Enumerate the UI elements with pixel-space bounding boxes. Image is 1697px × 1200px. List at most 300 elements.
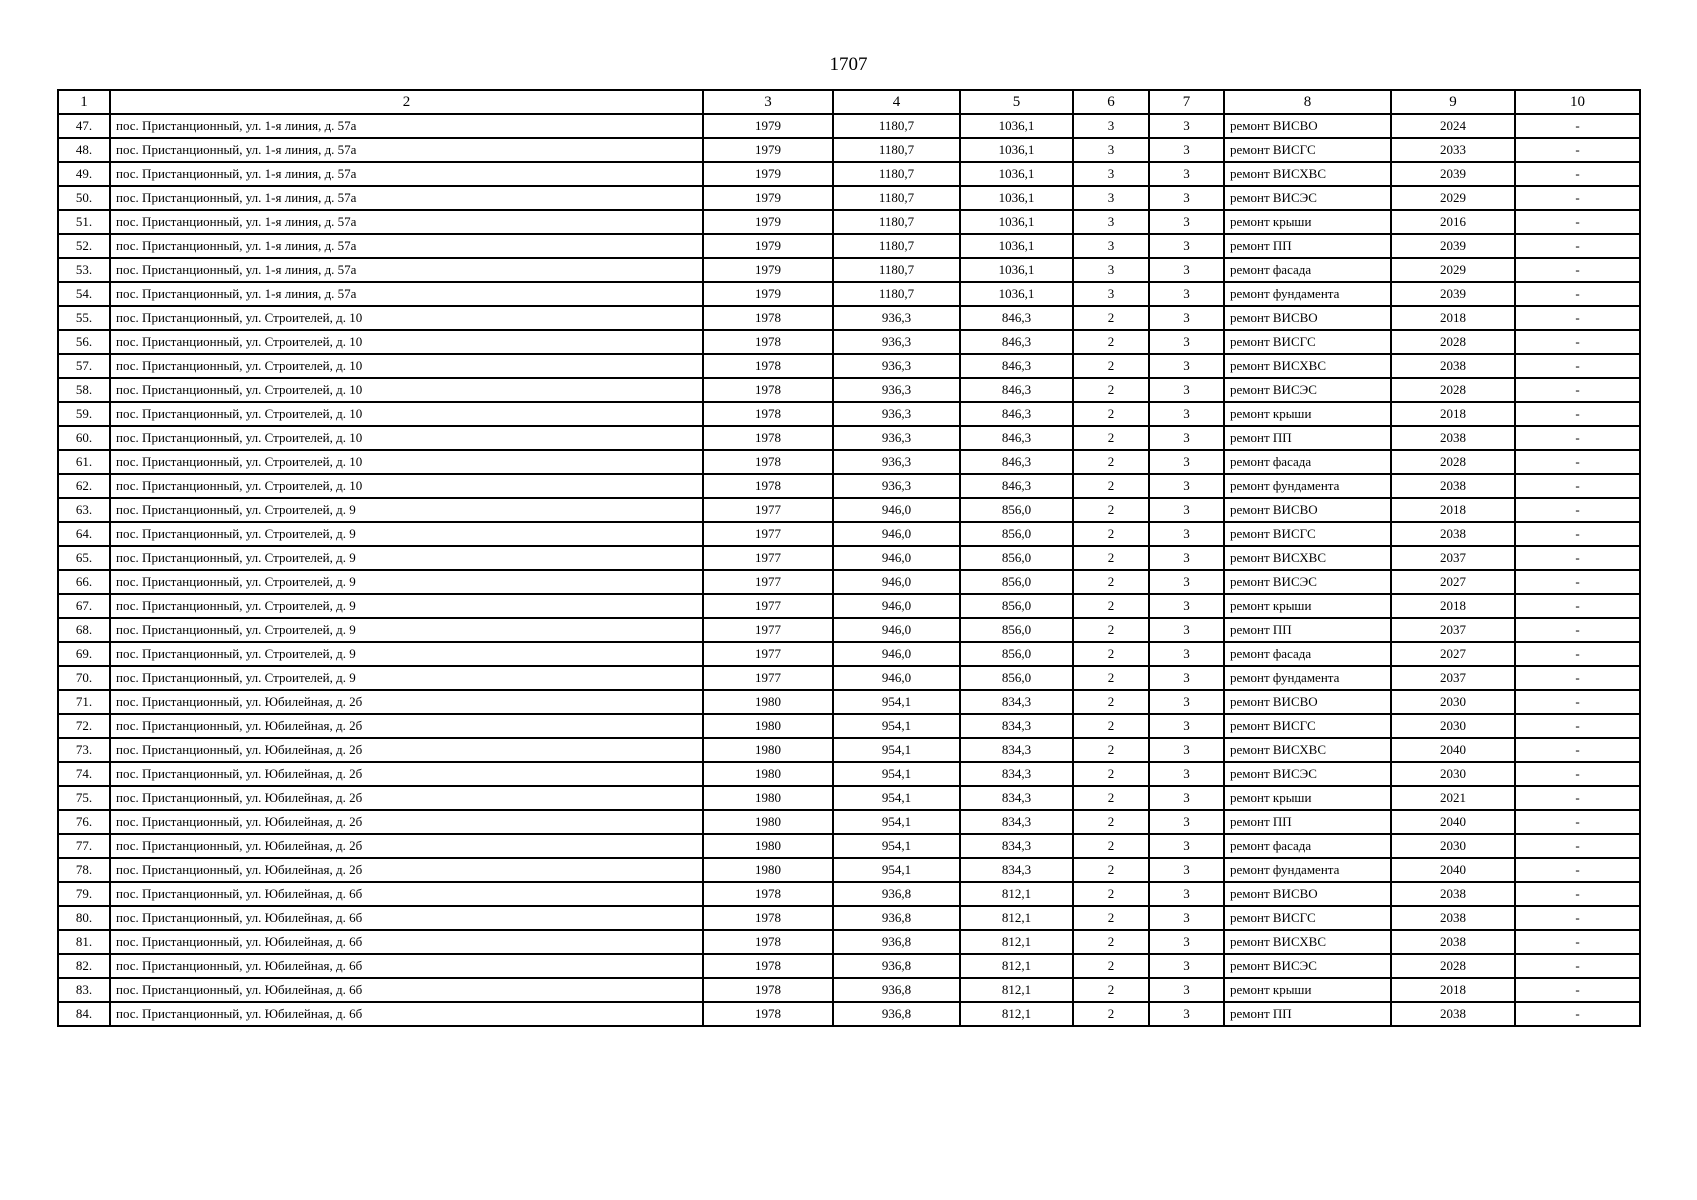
cell-total-area: 1180,7: [833, 162, 960, 186]
cell-work-type: ремонт ВИСХВС: [1224, 162, 1391, 186]
cell-total-area: 954,1: [833, 834, 960, 858]
cell-work-type: ремонт ВИСХВС: [1224, 354, 1391, 378]
cell-work-type: ремонт фундамента: [1224, 474, 1391, 498]
cell-planned-year: 2018: [1391, 978, 1515, 1002]
cell-planned-year: 2038: [1391, 354, 1515, 378]
cell-planned-year: 2038: [1391, 882, 1515, 906]
table-row: [58, 738, 1640, 762]
cell-work-type: ремонт ПП: [1224, 426, 1391, 450]
cell-living-area: 812,1: [960, 882, 1073, 906]
table-row: [58, 690, 1640, 714]
cell-entrances: 3: [1149, 330, 1224, 354]
cell-entrances: 3: [1149, 378, 1224, 402]
cell-row-number: 73.: [58, 738, 110, 762]
cell-living-area: 812,1: [960, 930, 1073, 954]
cell-work-type: ремонт ВИСГС: [1224, 714, 1391, 738]
cell-address: пос. Пристанционный, ул. 1-я линия, д. 57а: [110, 186, 703, 210]
cell-total-area: 954,1: [833, 690, 960, 714]
table-row: [58, 186, 1640, 210]
table-row: [58, 474, 1640, 498]
register-table: [57, 89, 1641, 1027]
cell-entrances: 3: [1149, 234, 1224, 258]
table-row: [58, 858, 1640, 882]
cell-planned-year: 2018: [1391, 498, 1515, 522]
cell-floors: 2: [1073, 642, 1149, 666]
cell-total-area: 936,8: [833, 906, 960, 930]
cell-row-number: 76.: [58, 810, 110, 834]
cell-year-built: 1978: [703, 306, 833, 330]
cell-row-number: 51.: [58, 210, 110, 234]
cell-address: пос. Пристанционный, ул. 1-я линия, д. 57а: [110, 210, 703, 234]
cell-row-number: 56.: [58, 330, 110, 354]
cell-work-type: ремонт ВИСГС: [1224, 330, 1391, 354]
cell-total-area: 954,1: [833, 786, 960, 810]
cell-year-built: 1977: [703, 570, 833, 594]
cell-floors: 2: [1073, 858, 1149, 882]
cell-address: пос. Пристанционный, ул. Юбилейная, д. 6б: [110, 906, 703, 930]
cell-address: пос. Пристанционный, ул. Юбилейная, д. 6б: [110, 1002, 703, 1026]
cell-address: пос. Пристанционный, ул. Строителей, д. 9: [110, 570, 703, 594]
cell-year-built: 1979: [703, 114, 833, 138]
cell-work-type: ремонт фасада: [1224, 258, 1391, 282]
cell-address: пос. Пристанционный, ул. 1-я линия, д. 57а: [110, 282, 703, 306]
cell-year-built: 1979: [703, 138, 833, 162]
column-header-6: 6: [1073, 90, 1149, 114]
cell-note: -: [1515, 1002, 1640, 1026]
cell-planned-year: 2029: [1391, 258, 1515, 282]
cell-planned-year: 2030: [1391, 834, 1515, 858]
cell-work-type: ремонт ВИСХВС: [1224, 738, 1391, 762]
cell-work-type: ремонт фундамента: [1224, 282, 1391, 306]
cell-row-number: 79.: [58, 882, 110, 906]
cell-note: -: [1515, 738, 1640, 762]
table-row: [58, 954, 1640, 978]
cell-total-area: 946,0: [833, 594, 960, 618]
cell-living-area: 812,1: [960, 978, 1073, 1002]
cell-address: пос. Пристанционный, ул. Юбилейная, д. 2б: [110, 858, 703, 882]
cell-row-number: 50.: [58, 186, 110, 210]
cell-floors: 3: [1073, 162, 1149, 186]
cell-address: пос. Пристанционный, ул. Строителей, д. 10: [110, 474, 703, 498]
cell-note: -: [1515, 642, 1640, 666]
cell-entrances: 3: [1149, 186, 1224, 210]
table-row: [58, 234, 1640, 258]
cell-work-type: ремонт ВИСГС: [1224, 522, 1391, 546]
cell-row-number: 52.: [58, 234, 110, 258]
cell-address: пос. Пристанционный, ул. Юбилейная, д. 2б: [110, 786, 703, 810]
cell-living-area: 856,0: [960, 498, 1073, 522]
cell-floors: 2: [1073, 426, 1149, 450]
cell-year-built: 1980: [703, 786, 833, 810]
cell-floors: 2: [1073, 930, 1149, 954]
cell-total-area: 936,3: [833, 402, 960, 426]
cell-row-number: 74.: [58, 762, 110, 786]
cell-total-area: 936,3: [833, 378, 960, 402]
cell-row-number: 68.: [58, 618, 110, 642]
cell-row-number: 54.: [58, 282, 110, 306]
cell-total-area: 946,0: [833, 498, 960, 522]
cell-year-built: 1978: [703, 450, 833, 474]
cell-planned-year: 2018: [1391, 306, 1515, 330]
table-row: [58, 642, 1640, 666]
table-row: [58, 834, 1640, 858]
cell-total-area: 936,3: [833, 330, 960, 354]
table-row: [58, 162, 1640, 186]
cell-year-built: 1977: [703, 522, 833, 546]
cell-year-built: 1978: [703, 474, 833, 498]
cell-year-built: 1980: [703, 714, 833, 738]
cell-note: -: [1515, 618, 1640, 642]
cell-row-number: 48.: [58, 138, 110, 162]
cell-year-built: 1977: [703, 498, 833, 522]
cell-total-area: 936,3: [833, 306, 960, 330]
cell-work-type: ремонт ВИСЭС: [1224, 570, 1391, 594]
cell-entrances: 3: [1149, 258, 1224, 282]
cell-total-area: 1180,7: [833, 186, 960, 210]
cell-planned-year: 2038: [1391, 522, 1515, 546]
cell-total-area: 946,0: [833, 642, 960, 666]
column-header-3: 3: [703, 90, 833, 114]
cell-planned-year: 2040: [1391, 738, 1515, 762]
cell-living-area: 1036,1: [960, 258, 1073, 282]
cell-year-built: 1979: [703, 234, 833, 258]
cell-total-area: 936,8: [833, 954, 960, 978]
cell-entrances: 3: [1149, 666, 1224, 690]
cell-work-type: ремонт ПП: [1224, 234, 1391, 258]
cell-floors: 3: [1073, 138, 1149, 162]
cell-living-area: 834,3: [960, 786, 1073, 810]
cell-address: пос. Пристанционный, ул. Строителей, д. 10: [110, 306, 703, 330]
column-header-5: 5: [960, 90, 1073, 114]
table-row: [58, 402, 1640, 426]
cell-note: -: [1515, 570, 1640, 594]
cell-total-area: 936,8: [833, 930, 960, 954]
cell-floors: 2: [1073, 402, 1149, 426]
cell-row-number: 78.: [58, 858, 110, 882]
cell-entrances: 3: [1149, 906, 1224, 930]
cell-planned-year: 2016: [1391, 210, 1515, 234]
cell-note: -: [1515, 690, 1640, 714]
cell-entrances: 3: [1149, 474, 1224, 498]
cell-address: пос. Пристанционный, ул. Юбилейная, д. 2б: [110, 810, 703, 834]
cell-total-area: 1180,7: [833, 234, 960, 258]
cell-living-area: 834,3: [960, 858, 1073, 882]
cell-entrances: 3: [1149, 402, 1224, 426]
cell-total-area: 936,3: [833, 354, 960, 378]
cell-floors: 2: [1073, 306, 1149, 330]
column-header-7: 7: [1149, 90, 1224, 114]
cell-year-built: 1980: [703, 690, 833, 714]
cell-entrances: 3: [1149, 114, 1224, 138]
cell-living-area: 846,3: [960, 474, 1073, 498]
cell-total-area: 954,1: [833, 810, 960, 834]
table-row: [58, 306, 1640, 330]
cell-address: пос. Пристанционный, ул. 1-я линия, д. 57а: [110, 258, 703, 282]
cell-year-built: 1978: [703, 954, 833, 978]
cell-row-number: 61.: [58, 450, 110, 474]
cell-total-area: 1180,7: [833, 210, 960, 234]
cell-work-type: ремонт ВИСЭС: [1224, 762, 1391, 786]
cell-row-number: 80.: [58, 906, 110, 930]
cell-address: пос. Пристанционный, ул. Юбилейная, д. 2б: [110, 690, 703, 714]
table-row: [58, 882, 1640, 906]
cell-note: -: [1515, 930, 1640, 954]
cell-note: -: [1515, 906, 1640, 930]
cell-floors: 3: [1073, 282, 1149, 306]
cell-year-built: 1980: [703, 738, 833, 762]
cell-entrances: 3: [1149, 834, 1224, 858]
cell-entrances: 3: [1149, 618, 1224, 642]
cell-row-number: 83.: [58, 978, 110, 1002]
cell-living-area: 846,3: [960, 378, 1073, 402]
cell-planned-year: 2038: [1391, 474, 1515, 498]
cell-entrances: 3: [1149, 762, 1224, 786]
cell-planned-year: 2030: [1391, 714, 1515, 738]
cell-work-type: ремонт ВИСГС: [1224, 138, 1391, 162]
cell-work-type: ремонт ВИСЭС: [1224, 378, 1391, 402]
cell-floors: 2: [1073, 762, 1149, 786]
cell-planned-year: 2029: [1391, 186, 1515, 210]
cell-living-area: 1036,1: [960, 162, 1073, 186]
cell-total-area: 946,0: [833, 618, 960, 642]
column-header-1: 1: [58, 90, 110, 114]
cell-work-type: ремонт крыши: [1224, 786, 1391, 810]
cell-row-number: 49.: [58, 162, 110, 186]
table-row: [58, 282, 1640, 306]
cell-year-built: 1979: [703, 210, 833, 234]
cell-note: -: [1515, 330, 1640, 354]
cell-total-area: 936,8: [833, 882, 960, 906]
cell-planned-year: 2018: [1391, 402, 1515, 426]
cell-note: -: [1515, 714, 1640, 738]
cell-year-built: 1980: [703, 810, 833, 834]
cell-floors: 2: [1073, 714, 1149, 738]
cell-total-area: 936,8: [833, 978, 960, 1002]
column-header-4: 4: [833, 90, 960, 114]
cell-total-area: 946,0: [833, 666, 960, 690]
cell-floors: 2: [1073, 474, 1149, 498]
cell-entrances: 3: [1149, 882, 1224, 906]
cell-note: -: [1515, 354, 1640, 378]
table-body: [58, 114, 1640, 1026]
cell-work-type: ремонт ВИСВО: [1224, 690, 1391, 714]
cell-year-built: 1978: [703, 882, 833, 906]
cell-note: -: [1515, 858, 1640, 882]
cell-row-number: 59.: [58, 402, 110, 426]
cell-address: пос. Пристанционный, ул. Строителей, д. 10: [110, 330, 703, 354]
cell-year-built: 1978: [703, 930, 833, 954]
cell-living-area: 846,3: [960, 330, 1073, 354]
cell-living-area: 1036,1: [960, 282, 1073, 306]
cell-address: пос. Пристанционный, ул. Строителей, д. 9: [110, 522, 703, 546]
cell-total-area: 946,0: [833, 522, 960, 546]
cell-planned-year: 2037: [1391, 618, 1515, 642]
cell-note: -: [1515, 282, 1640, 306]
cell-floors: 3: [1073, 186, 1149, 210]
cell-living-area: 834,3: [960, 690, 1073, 714]
cell-floors: 3: [1073, 258, 1149, 282]
cell-year-built: 1978: [703, 978, 833, 1002]
cell-work-type: ремонт ВИСВО: [1224, 114, 1391, 138]
cell-floors: 2: [1073, 690, 1149, 714]
cell-living-area: 856,0: [960, 666, 1073, 690]
cell-floors: 2: [1073, 354, 1149, 378]
cell-row-number: 58.: [58, 378, 110, 402]
cell-year-built: 1979: [703, 282, 833, 306]
cell-year-built: 1977: [703, 666, 833, 690]
column-header-10: 10: [1515, 90, 1640, 114]
cell-row-number: 82.: [58, 954, 110, 978]
cell-row-number: 71.: [58, 690, 110, 714]
cell-work-type: ремонт фундамента: [1224, 858, 1391, 882]
table-row: [58, 930, 1640, 954]
table-row: [58, 906, 1640, 930]
cell-entrances: 3: [1149, 642, 1224, 666]
cell-entrances: 3: [1149, 786, 1224, 810]
cell-year-built: 1977: [703, 618, 833, 642]
column-header-9: 9: [1391, 90, 1515, 114]
cell-total-area: 1180,7: [833, 282, 960, 306]
cell-living-area: 856,0: [960, 618, 1073, 642]
cell-total-area: 1180,7: [833, 138, 960, 162]
cell-entrances: 3: [1149, 354, 1224, 378]
column-header-2: 2: [110, 90, 703, 114]
cell-row-number: 64.: [58, 522, 110, 546]
cell-planned-year: 2028: [1391, 330, 1515, 354]
cell-floors: 2: [1073, 618, 1149, 642]
cell-note: -: [1515, 306, 1640, 330]
cell-year-built: 1980: [703, 834, 833, 858]
cell-work-type: ремонт фасада: [1224, 642, 1391, 666]
cell-planned-year: 2038: [1391, 906, 1515, 930]
cell-row-number: 75.: [58, 786, 110, 810]
cell-living-area: 856,0: [960, 642, 1073, 666]
cell-year-built: 1978: [703, 426, 833, 450]
cell-total-area: 936,3: [833, 474, 960, 498]
cell-planned-year: 2030: [1391, 762, 1515, 786]
cell-row-number: 81.: [58, 930, 110, 954]
cell-planned-year: 2038: [1391, 426, 1515, 450]
cell-planned-year: 2033: [1391, 138, 1515, 162]
page-number: 1707: [829, 54, 868, 75]
cell-planned-year: 2021: [1391, 786, 1515, 810]
table-row: [58, 618, 1640, 642]
cell-note: -: [1515, 978, 1640, 1002]
cell-note: -: [1515, 402, 1640, 426]
table-row: [58, 762, 1640, 786]
table-row: [58, 594, 1640, 618]
cell-note: -: [1515, 138, 1640, 162]
cell-total-area: 946,0: [833, 546, 960, 570]
cell-planned-year: 2037: [1391, 666, 1515, 690]
cell-note: -: [1515, 786, 1640, 810]
cell-note: -: [1515, 426, 1640, 450]
cell-living-area: 846,3: [960, 450, 1073, 474]
table-row: [58, 258, 1640, 282]
cell-work-type: ремонт ВИСЭС: [1224, 186, 1391, 210]
header-row: [58, 90, 1640, 114]
cell-note: -: [1515, 546, 1640, 570]
cell-entrances: 3: [1149, 522, 1224, 546]
cell-planned-year: 2027: [1391, 642, 1515, 666]
cell-floors: 2: [1073, 1002, 1149, 1026]
table-row: [58, 570, 1640, 594]
cell-work-type: ремонт фундамента: [1224, 666, 1391, 690]
cell-planned-year: 2024: [1391, 114, 1515, 138]
cell-row-number: 55.: [58, 306, 110, 330]
cell-year-built: 1977: [703, 546, 833, 570]
cell-work-type: ремонт фасада: [1224, 834, 1391, 858]
cell-entrances: 3: [1149, 498, 1224, 522]
cell-note: -: [1515, 954, 1640, 978]
cell-living-area: 1036,1: [960, 186, 1073, 210]
cell-planned-year: 2018: [1391, 594, 1515, 618]
cell-living-area: 812,1: [960, 1002, 1073, 1026]
cell-work-type: ремонт ВИСВО: [1224, 306, 1391, 330]
cell-living-area: 846,3: [960, 426, 1073, 450]
cell-work-type: ремонт ВИСХВС: [1224, 546, 1391, 570]
cell-note: -: [1515, 810, 1640, 834]
cell-total-area: 946,0: [833, 570, 960, 594]
cell-floors: 3: [1073, 210, 1149, 234]
cell-address: пос. Пристанционный, ул. 1-я линия, д. 57а: [110, 138, 703, 162]
cell-living-area: 812,1: [960, 954, 1073, 978]
cell-work-type: ремонт крыши: [1224, 978, 1391, 1002]
cell-total-area: 954,1: [833, 858, 960, 882]
cell-entrances: 3: [1149, 594, 1224, 618]
cell-floors: 2: [1073, 834, 1149, 858]
cell-work-type: ремонт ПП: [1224, 810, 1391, 834]
cell-planned-year: 2039: [1391, 234, 1515, 258]
cell-address: пос. Пристанционный, ул. Юбилейная, д. 2б: [110, 834, 703, 858]
table-row: [58, 714, 1640, 738]
cell-note: -: [1515, 210, 1640, 234]
cell-note: -: [1515, 162, 1640, 186]
cell-planned-year: 2028: [1391, 954, 1515, 978]
cell-address: пос. Пристанционный, ул. Юбилейная, д. 6б: [110, 930, 703, 954]
cell-address: пос. Пристанционный, ул. Строителей, д. 10: [110, 450, 703, 474]
cell-note: -: [1515, 114, 1640, 138]
cell-entrances: 3: [1149, 1002, 1224, 1026]
table-row: [58, 666, 1640, 690]
cell-planned-year: 2039: [1391, 162, 1515, 186]
cell-address: пос. Пристанционный, ул. Юбилейная, д. 6б: [110, 978, 703, 1002]
cell-work-type: ремонт ПП: [1224, 618, 1391, 642]
cell-floors: 2: [1073, 882, 1149, 906]
cell-row-number: 67.: [58, 594, 110, 618]
table-row: [58, 210, 1640, 234]
cell-address: пос. Пристанционный, ул. Строителей, д. 10: [110, 378, 703, 402]
cell-note: -: [1515, 474, 1640, 498]
cell-row-number: 53.: [58, 258, 110, 282]
cell-note: -: [1515, 594, 1640, 618]
table-row: [58, 498, 1640, 522]
column-header-8: 8: [1224, 90, 1391, 114]
cell-planned-year: 2038: [1391, 1002, 1515, 1026]
cell-row-number: 77.: [58, 834, 110, 858]
cell-entrances: 3: [1149, 738, 1224, 762]
cell-work-type: ремонт крыши: [1224, 210, 1391, 234]
cell-total-area: 954,1: [833, 738, 960, 762]
cell-note: -: [1515, 450, 1640, 474]
cell-row-number: 57.: [58, 354, 110, 378]
cell-work-type: ремонт ВИСХВС: [1224, 930, 1391, 954]
cell-year-built: 1978: [703, 402, 833, 426]
cell-row-number: 62.: [58, 474, 110, 498]
cell-total-area: 936,3: [833, 450, 960, 474]
cell-living-area: 1036,1: [960, 114, 1073, 138]
cell-living-area: 846,3: [960, 306, 1073, 330]
